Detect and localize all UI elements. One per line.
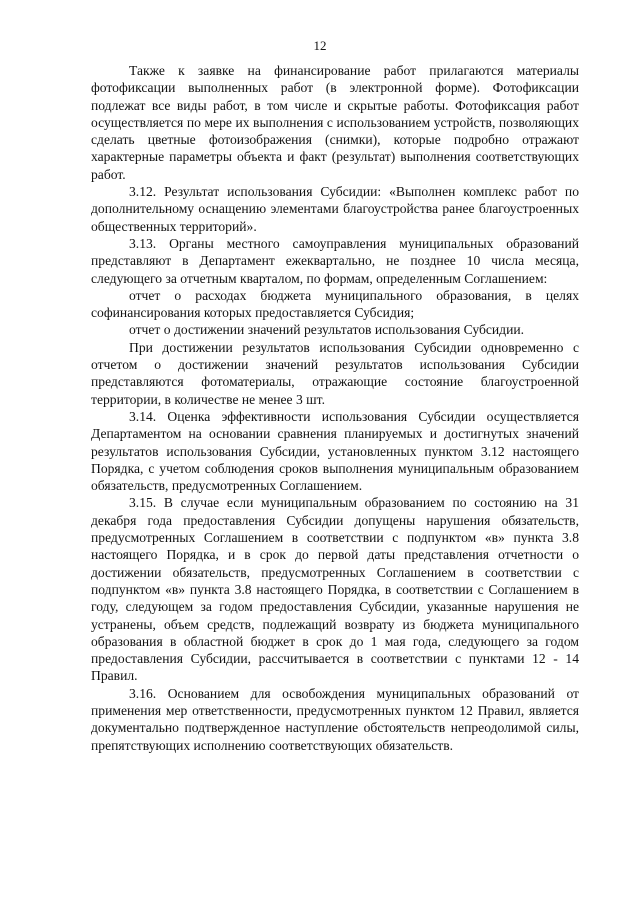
paragraph-3-16: 3.16. Основанием для освобождения муниципальных образований от применения мер ответственности, предусмотренных пунктом 12 Правил, является документально подтвержденное наступление обстоятельств непреодолимой силы, препятствующих исполнению соответствующих обязательств.	[91, 685, 579, 753]
page-number: 12	[313, 38, 327, 53]
paragraph-3-14: 3.14. Оценка эффективности использования Субсидии осуществляется Департаментом на основании сравнения планируемых и достигнутых значений результатов использования Субсидии, установленных пунктом 3.12 настоящего Порядка, с учетом соблюдения сроков выполнения муниципальным образованием обязательств, предусмотренных Соглашением.	[91, 408, 579, 494]
paragraph-3-15: 3.15. В случае если муниципальным образованием по состоянию на 31 декабря года предоставления Субсидии допущены нарушения обязательств, предусмотренных Соглашением в соответствии с подпунктом «в» пункта 3.8 настоящего Порядка, и в срок до первой даты представления отчетности о достижении обязательств, предусмотренных Соглашением в соответствии с подпунктом «в» пункта 3.8 настоящего Порядка, в соответствии с Соглашением в году, следующем за годом предоставления Субсидии, указанные нарушения не устранены, объем средств, подлежащий возврату из бюджета муниципального образования в областной бюджет в срок до 1 мая года, следующего за годом предоставления Субсидии, рассчитывается в соответствии с пунктами 12 - 14 Правил.	[91, 495, 579, 684]
paragraph-results-report: отчет о достижении значений результатов использования Субсидии.	[129, 322, 525, 338]
document-body	[91, 62, 579, 754]
paragraph-photo-fixation: Также к заявке на финансирование работ прилагаются материалы фотофиксации выполненных работ (в электронной форме). Фотофиксации подлежат все виды работ, в том числе и скрытые работы. Фотофиксация работ осуществляется по мере их выполнения с использованием устройств, позволяющих сделать цветные фотоизображения (снимки), которые подробно отражают характерные параметры объекта и факт (результат) выполнения соответствующих работ.	[91, 63, 579, 182]
paragraph-photo-materials: При достижении результатов использования Субсидии одновременно с отчетом о достижении значений результатов использования Субсидии представляются фотоматериалы, отражающие состояние благоустроенной территории, в количестве не менее 3 шт.	[91, 339, 579, 407]
paragraph-expense-report: отчет о расходах бюджета муниципального образования, в целях софинансирования которых предоставляется Субсидия;	[91, 287, 579, 321]
paragraph-3-12: 3.12. Результат использования Субсидии: «Выполнен комплекс работ по дополнительному оснащению элементами благоустройства ранее благоустроенных общественных территорий».	[91, 184, 579, 234]
paragraph-3-13: 3.13. Органы местного самоуправления муниципальных образований представляют в Департамент ежеквартально, не позднее 10 числа месяца, следующего за отчетным кварталом, по формам, определенным Соглашением:	[91, 235, 579, 286]
